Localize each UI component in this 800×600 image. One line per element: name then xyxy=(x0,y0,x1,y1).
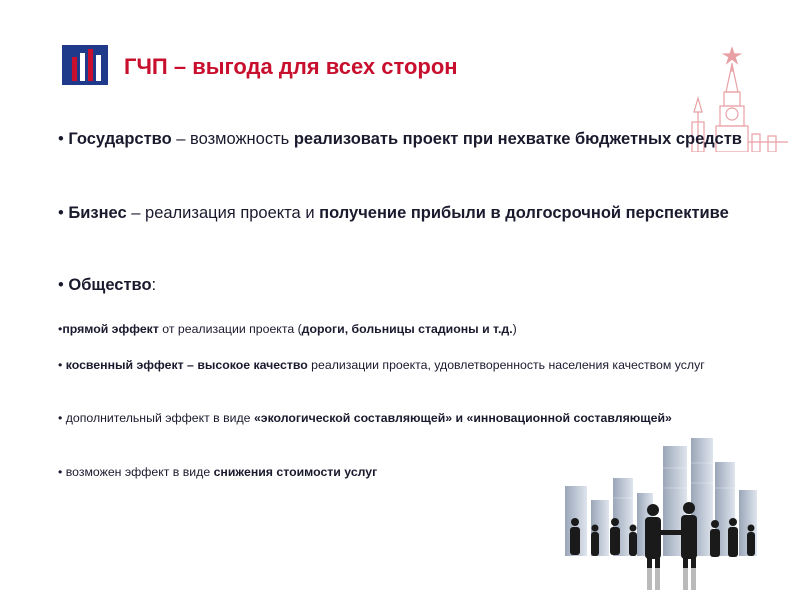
bullet-text: – возможность xyxy=(171,130,294,148)
subitem-additional-effect xyxy=(58,408,770,428)
bullet-term: Общество xyxy=(63,276,152,294)
subitem-term: прямой эффект xyxy=(62,322,159,336)
bullet-item-state xyxy=(58,127,770,151)
subitem-emphasis: дороги, больницы стадионы и т.д. xyxy=(301,322,513,336)
bullet-term: Государство xyxy=(63,130,172,148)
bullet-text: – реализация проекта и xyxy=(126,204,320,222)
subitem-emphasis: «экологической составляющей» и «инновационной составляющей» xyxy=(253,411,672,425)
subitem-text: реализации проекта, удовлетворенность населения качеством услуг xyxy=(307,358,705,372)
bullet-marker: • xyxy=(58,276,64,294)
bullet-item-business xyxy=(58,201,770,225)
bullet-emphasis: реализовать проект при нехватке бюджетных средств xyxy=(293,130,742,148)
subitem-indirect-effect xyxy=(58,355,770,375)
bullet-marker: • xyxy=(58,465,63,479)
bullet-emphasis: получение прибыли в долгосрочной перспективе xyxy=(319,204,729,222)
subitem-term: косвенный эффект – высокое качество xyxy=(62,358,308,372)
subitem-text: возможен эффект в виде xyxy=(62,465,214,479)
subitem-emphasis: снижения стоимости услуг xyxy=(213,465,378,479)
bullet-marker: • xyxy=(58,204,64,222)
bullet-item-society xyxy=(58,273,770,297)
logo-icon xyxy=(62,45,108,85)
subitem-text: от реализации проекта ( xyxy=(158,322,302,336)
subitem-text-end: ) xyxy=(512,322,517,336)
bullet-marker: • xyxy=(58,411,63,425)
subitem-direct-effect xyxy=(58,319,770,339)
bullet-marker: • xyxy=(58,322,63,336)
page-title: ГЧП – выгода для всех сторон xyxy=(124,54,458,79)
business-people-city-illustration xyxy=(555,438,770,594)
bullet-marker: • xyxy=(58,358,63,372)
bullet-marker: • xyxy=(58,130,64,148)
subitem-text: дополнительный эффект в виде xyxy=(62,411,254,425)
bullet-term: Бизнес xyxy=(63,204,127,222)
bullet-text: : xyxy=(151,276,157,294)
